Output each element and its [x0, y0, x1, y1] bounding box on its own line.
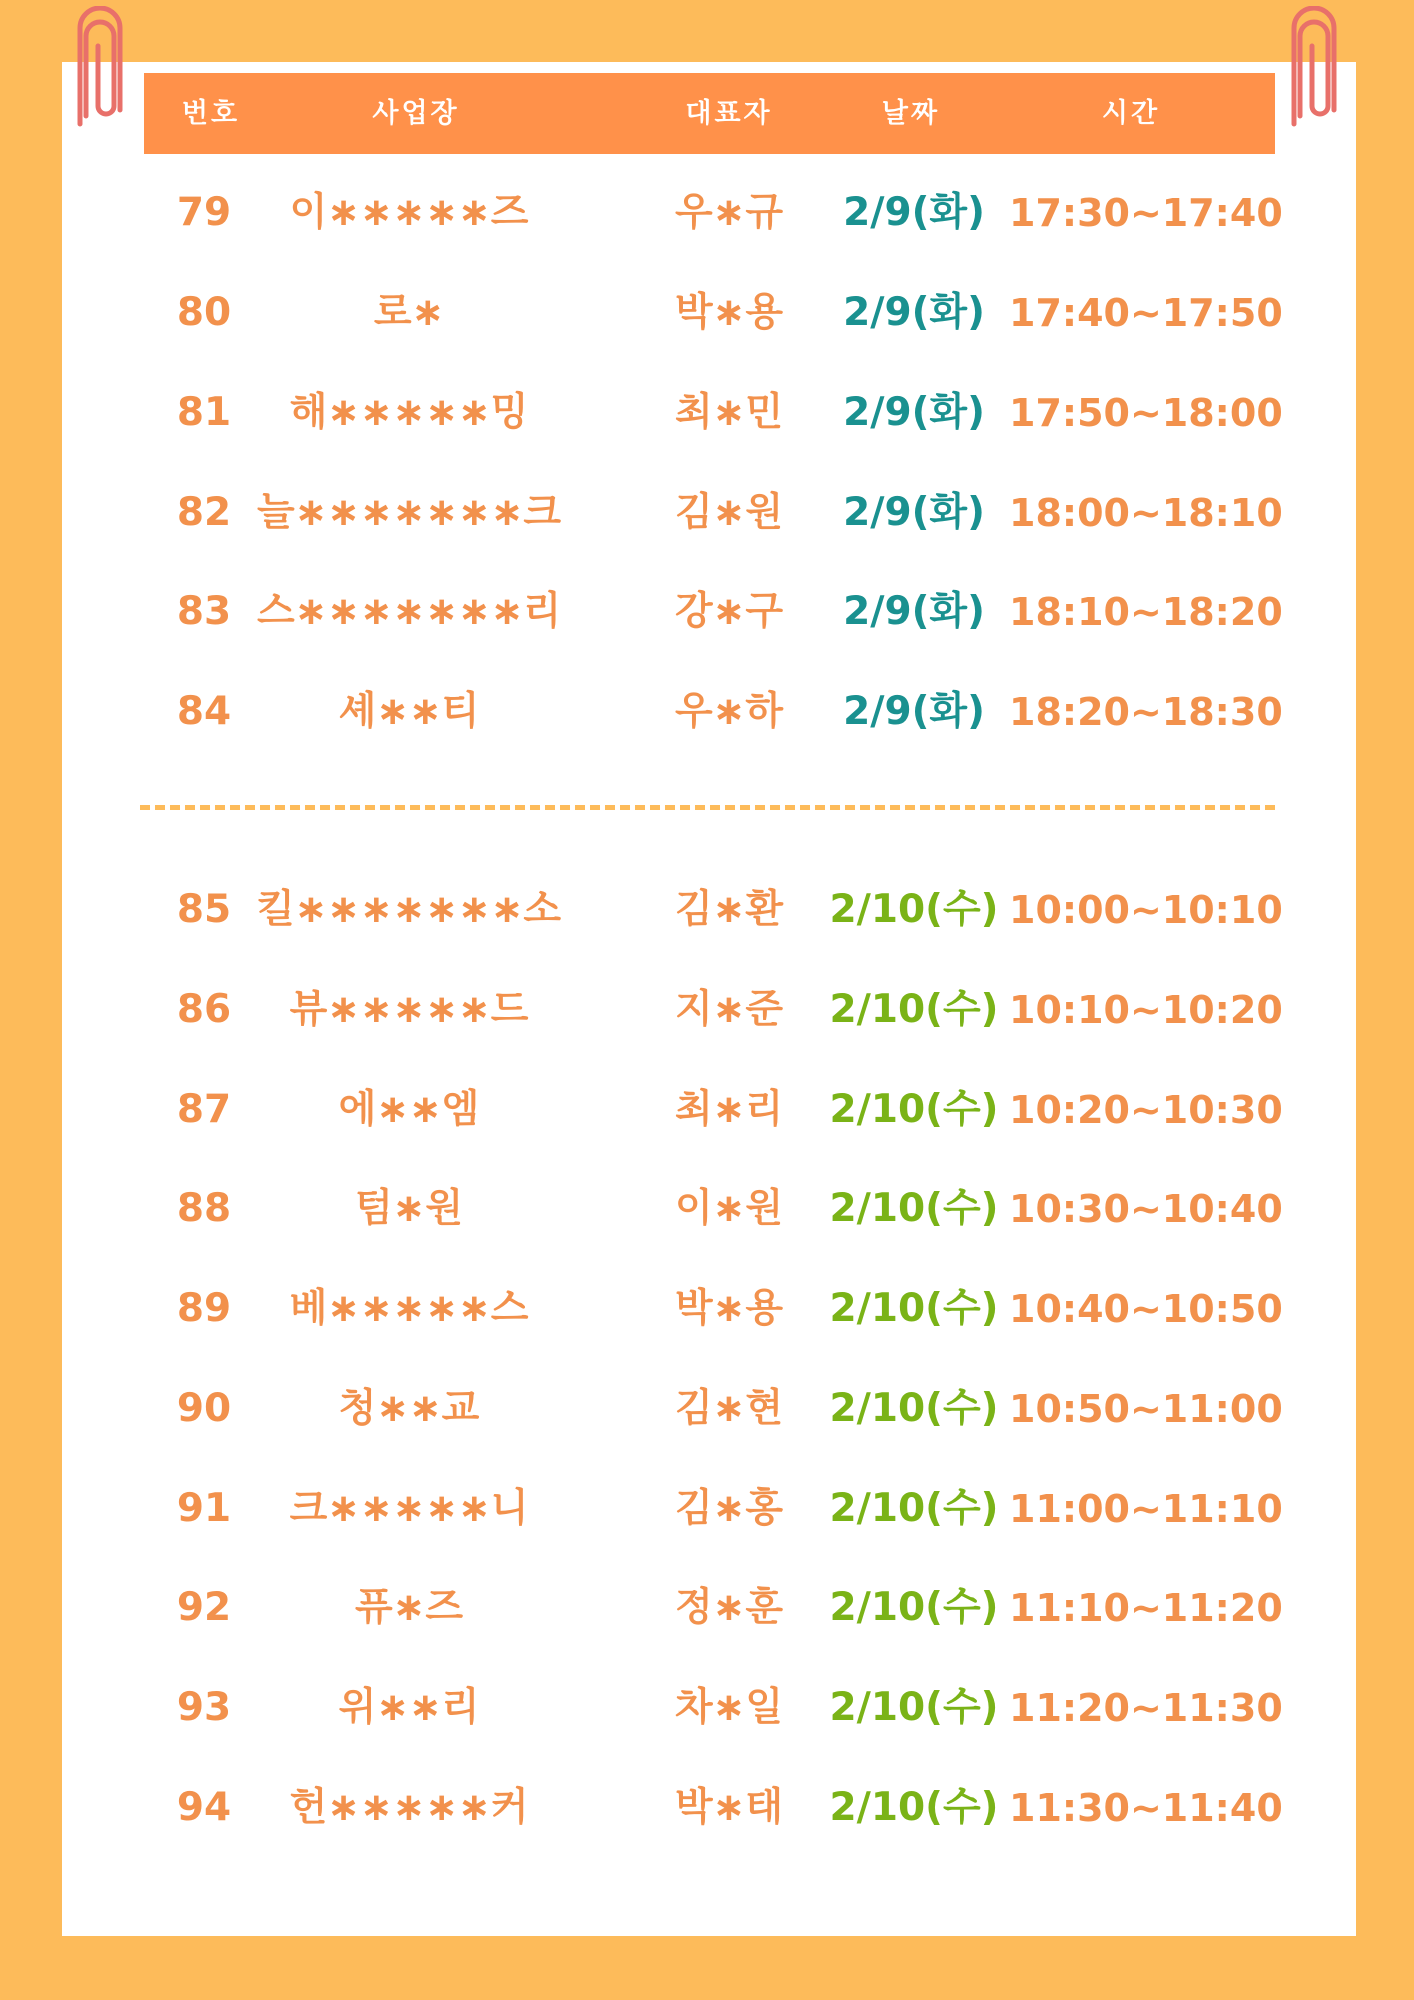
table-row — [144, 1678, 1283, 1738]
table-row — [144, 1479, 1283, 1539]
row-time: 11:30~11:40 — [1009, 1786, 1283, 1830]
row-num: 86 — [176, 987, 232, 1032]
table-row — [144, 582, 1283, 642]
row-time: 10:40~10:50 — [1009, 1287, 1283, 1331]
row-representative: 정∗훈 — [674, 1585, 784, 1630]
row-business: 늘∗∗∗∗∗∗∗크 — [256, 490, 562, 535]
table-row — [144, 682, 1283, 742]
table-row — [144, 1379, 1283, 1439]
row-num: 82 — [176, 490, 232, 535]
row-representative: 김∗현 — [674, 1386, 784, 1431]
table-row — [144, 483, 1283, 543]
row-business: 위∗∗리 — [338, 1685, 480, 1730]
row-business: 로∗ — [373, 290, 445, 335]
row-date: 2/10(수) — [829, 1386, 999, 1431]
header-business: 사업장 — [372, 98, 460, 129]
table-row — [144, 980, 1283, 1040]
dashed-divider — [140, 805, 1275, 810]
row-num: 87 — [176, 1087, 232, 1132]
row-num: 88 — [176, 1186, 232, 1231]
row-business: 헌∗∗∗∗∗커 — [289, 1785, 529, 1830]
row-date: 2/10(수) — [829, 1585, 999, 1630]
row-business: 에∗∗엠 — [338, 1087, 480, 1132]
row-business: 크∗∗∗∗∗니 — [289, 1486, 529, 1531]
row-business: 스∗∗∗∗∗∗∗리 — [256, 589, 562, 634]
row-time: 10:50~11:00 — [1009, 1387, 1283, 1431]
row-date: 2/10(수) — [829, 1087, 999, 1132]
table-row — [144, 283, 1283, 343]
row-num: 94 — [176, 1785, 232, 1830]
header-date: 날짜 — [881, 98, 941, 129]
row-time: 10:00~10:10 — [1009, 888, 1283, 932]
row-representative: 박∗용 — [674, 290, 784, 335]
row-time: 11:00~11:10 — [1009, 1487, 1283, 1531]
table-row — [144, 183, 1283, 243]
row-business: 텀∗원 — [354, 1186, 464, 1231]
row-representative: 지∗준 — [674, 987, 784, 1032]
row-time: 11:10~11:20 — [1009, 1586, 1283, 1630]
row-representative: 김∗원 — [674, 490, 784, 535]
row-business: 청∗∗교 — [338, 1386, 480, 1431]
row-date: 2/9(화) — [843, 490, 985, 535]
row-date: 2/10(수) — [829, 1486, 999, 1531]
row-representative: 최∗민 — [674, 390, 784, 435]
row-date: 2/10(수) — [829, 1286, 999, 1331]
row-representative: 우∗하 — [674, 689, 784, 734]
table-row — [144, 383, 1283, 443]
table-row — [144, 880, 1283, 940]
row-representative: 최∗리 — [674, 1087, 784, 1132]
row-time: 17:50~18:00 — [1009, 391, 1283, 435]
table-row — [144, 1279, 1283, 1339]
row-business: 뷰∗∗∗∗∗드 — [289, 987, 529, 1032]
row-date: 2/10(수) — [829, 1186, 999, 1231]
row-business: 킬∗∗∗∗∗∗∗소 — [256, 887, 562, 932]
row-business: 퓨∗즈 — [354, 1585, 464, 1630]
row-num: 92 — [176, 1585, 232, 1630]
row-date: 2/9(화) — [843, 390, 985, 435]
row-date: 2/10(수) — [829, 1685, 999, 1730]
row-num: 85 — [176, 887, 232, 932]
row-time: 10:10~10:20 — [1009, 988, 1283, 1032]
row-time: 18:20~18:30 — [1009, 690, 1283, 734]
row-num: 93 — [176, 1685, 232, 1730]
row-date: 2/9(화) — [843, 589, 985, 634]
row-date: 2/10(수) — [829, 987, 999, 1032]
row-representative: 우∗규 — [674, 190, 784, 235]
row-num: 81 — [176, 390, 232, 435]
paperclip-icon — [1286, 6, 1342, 134]
row-time: 17:40~17:50 — [1009, 291, 1283, 335]
row-time: 10:20~10:30 — [1009, 1088, 1283, 1132]
header-num: 번호 — [181, 98, 241, 129]
row-time: 10:30~10:40 — [1009, 1187, 1283, 1231]
row-representative: 강∗구 — [674, 589, 784, 634]
paperclip-icon — [72, 6, 128, 134]
row-date: 2/10(수) — [829, 1785, 999, 1830]
row-business: 이∗∗∗∗∗즈 — [289, 190, 529, 235]
row-num: 84 — [176, 689, 232, 734]
table-row — [144, 1080, 1283, 1140]
row-business: 해∗∗∗∗∗밍 — [289, 390, 529, 435]
row-business: 셰∗∗티 — [338, 689, 480, 734]
row-date: 2/9(화) — [843, 689, 985, 734]
row-representative: 박∗태 — [674, 1785, 784, 1830]
row-time: 18:00~18:10 — [1009, 491, 1283, 535]
header-time: 시간 — [1101, 98, 1161, 129]
row-date: 2/9(화) — [843, 190, 985, 235]
table-row — [144, 1179, 1283, 1239]
row-representative: 박∗용 — [674, 1286, 784, 1331]
row-date: 2/10(수) — [829, 887, 999, 932]
row-time: 11:20~11:30 — [1009, 1686, 1283, 1730]
row-num: 89 — [176, 1286, 232, 1331]
row-representative: 차∗일 — [674, 1685, 784, 1730]
row-num: 91 — [176, 1486, 232, 1531]
row-num: 90 — [176, 1386, 232, 1431]
row-num: 83 — [176, 589, 232, 634]
row-date: 2/9(화) — [843, 290, 985, 335]
row-time: 18:10~18:20 — [1009, 590, 1283, 634]
row-num: 79 — [176, 190, 232, 235]
header-representative: 대표자 — [685, 98, 773, 129]
row-business: 베∗∗∗∗∗스 — [289, 1286, 529, 1331]
row-representative: 김∗환 — [674, 887, 784, 932]
table-header — [144, 73, 1275, 154]
row-representative: 이∗원 — [674, 1186, 784, 1231]
row-time: 17:30~17:40 — [1009, 191, 1283, 235]
row-num: 80 — [176, 290, 232, 335]
table-row — [144, 1778, 1283, 1838]
row-representative: 김∗홍 — [674, 1486, 784, 1531]
table-row — [144, 1578, 1283, 1638]
